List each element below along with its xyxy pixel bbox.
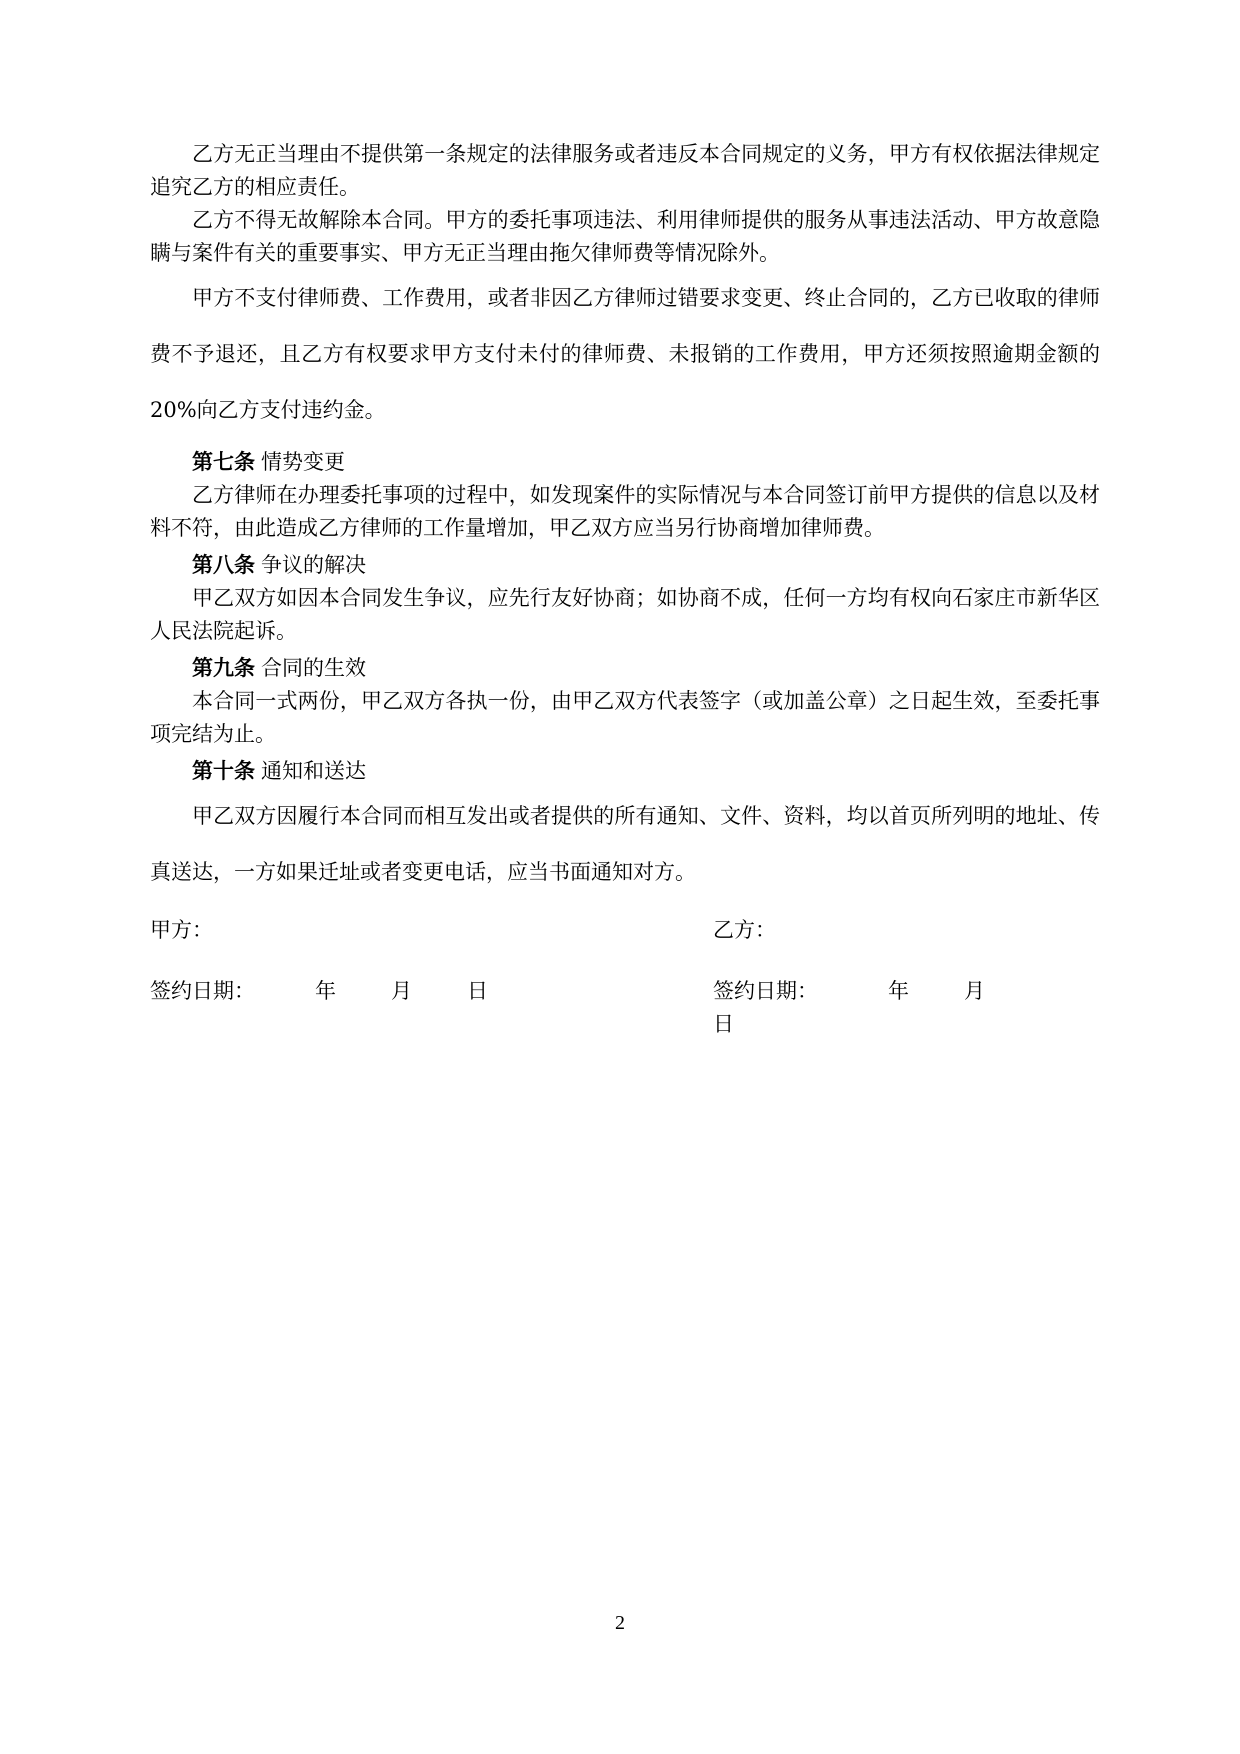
section-heading-8	[150, 549, 1100, 582]
day-unit: 日	[467, 979, 488, 1003]
section-number: 第十条	[192, 759, 255, 783]
section-title: 合同的生效	[261, 656, 366, 680]
year-unit: 年	[888, 979, 909, 1003]
section-heading-7	[150, 446, 1100, 479]
month-unit: 月	[391, 979, 412, 1003]
section-number: 第九条	[192, 656, 255, 680]
paragraph-breach-responsibility: 乙方无正当理由不提供第一条规定的法律服务或者违反本合同规定的义务，甲方有权依据法律规定追究乙方的相应责任。	[150, 142, 1100, 199]
contract-page	[150, 138, 1100, 1041]
date-label: 签约日期：	[150, 979, 255, 1003]
section-body-10: 甲乙双方因履行本合同而相互发出或者提供的所有通知、文件、资料，均以首页所列明的地址、传真送达，一方如果迁址或者变更电话，应当书面通知对方。	[150, 804, 1100, 884]
paragraph-fee-default: 甲方不支付律师费、工作费用，或者非因乙方律师过错要求变更、终止合同的，乙方已收取的律师费不予退还，且乙方有权要求甲方支付未付的律师费、未报销的工作费用，甲方还须按照逾期金额的20%向乙方支付违约金。	[150, 286, 1100, 422]
signature-dates-row	[150, 975, 1100, 1041]
section-title: 争议的解决	[261, 553, 366, 577]
section-number: 第八条	[192, 553, 255, 577]
party-a-label: 甲方：	[150, 918, 213, 942]
section-number: 第七条	[192, 450, 255, 474]
section-body-7: 乙方律师在办理委托事项的过程中，如发现案件的实际情况与本合同签订前甲方提供的信息以及材料不符，由此造成乙方律师的工作量增加，甲乙双方应当另行协商增加律师费。	[150, 483, 1100, 540]
section-heading-9	[150, 652, 1100, 685]
section-body-8: 甲乙双方如因本合同发生争议，应先行友好协商；如协商不成，任何一方均有权向石家庄市新华区人民法院起诉。	[150, 586, 1100, 643]
party-b-date	[713, 975, 1100, 1041]
page-number: 2	[615, 1612, 625, 1634]
section-body-9: 本合同一式两份，甲乙双方各执一份，由甲乙双方代表签字（或加盖公章）之日起生效，至委托事项完结为止。	[150, 689, 1100, 746]
party-a-date	[150, 975, 713, 1041]
day-unit: 日	[713, 1012, 734, 1036]
year-unit: 年	[315, 979, 336, 1003]
paragraph-no-termination: 乙方不得无故解除本合同。甲方的委托事项违法、利用律师提供的服务从事违法活动、甲方故意隐瞒与案件有关的重要事实、甲方无正当理由拖欠律师费等情况除外。	[150, 208, 1100, 265]
date-label: 签约日期：	[713, 979, 818, 1003]
section-title: 情势变更	[261, 450, 345, 474]
party-b-label: 乙方：	[713, 918, 776, 942]
section-title: 通知和送达	[261, 759, 366, 783]
month-unit: 月	[964, 979, 985, 1003]
section-heading-10	[150, 755, 1100, 788]
signature-parties-row	[150, 914, 1100, 947]
